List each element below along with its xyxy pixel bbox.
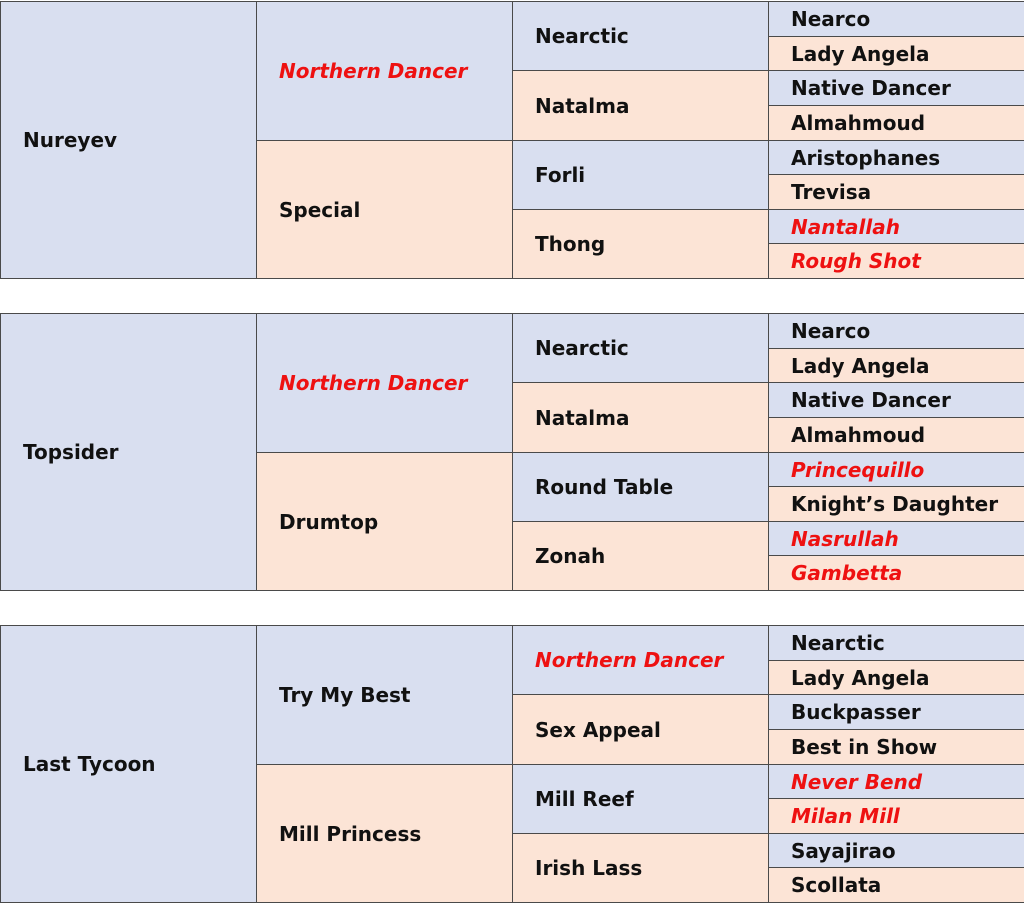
- grandparent-cell-label: Forli: [535, 163, 586, 187]
- grandparent-cell-label: Northern Dancer: [535, 648, 724, 672]
- parent-cell-label: Mill Princess: [279, 821, 422, 846]
- grandparent-cell-label: Mill Reef: [535, 787, 634, 811]
- great-grandparent-cell-label: Lady Angela: [791, 665, 930, 690]
- horse-name: [0, 313, 257, 591]
- great-grandparent-cell: [768, 417, 1024, 453]
- grandparent-cell: [512, 140, 769, 210]
- great-grandparent-cell: [768, 452, 1024, 487]
- great-grandparent-cell-label: Milan Mill: [791, 804, 900, 828]
- grandparent-cell: [512, 70, 769, 141]
- great-grandparent-cell: [768, 555, 1024, 591]
- great-grandparent-cell-label: Trevisa: [791, 180, 872, 204]
- great-grandparent-cell: [768, 486, 1024, 522]
- great-grandparent-cell: [768, 348, 1024, 383]
- great-grandparent-cell: [768, 243, 1024, 279]
- great-grandparent-cell-label: Nasrullah: [791, 526, 899, 551]
- great-grandparent-cell: [768, 1, 1024, 37]
- grandparent-cell: [512, 209, 769, 279]
- great-grandparent-cell: [768, 174, 1024, 210]
- grandparent-cell: [512, 833, 769, 903]
- parent-cell: [256, 313, 513, 453]
- pedigree-table-nureyev: [0, 1, 1024, 278]
- parent-cell: [256, 625, 513, 765]
- grandparent-cell-label: Thong: [535, 232, 606, 256]
- great-grandparent-cell: [768, 867, 1024, 903]
- great-grandparent-cell: [768, 313, 1024, 349]
- grandparent-cell-label: Natalma: [535, 93, 630, 118]
- grandparent-cell-label: Nearctic: [535, 24, 629, 48]
- great-grandparent-cell-label: Rough Shot: [791, 249, 921, 273]
- horse-name: [0, 1, 257, 279]
- grandparent-cell: [512, 1, 769, 71]
- great-grandparent-cell-label: Nantallah: [791, 214, 900, 239]
- parent-cell: [256, 140, 513, 279]
- parent-cell-label: Northern Dancer: [279, 59, 468, 83]
- great-grandparent-cell-label: Buckpasser: [791, 700, 921, 724]
- horse-name-label: Topsider: [23, 440, 119, 464]
- grandparent-cell-label: Round Table: [535, 475, 674, 499]
- grandparent-cell: [512, 313, 769, 383]
- great-grandparent-cell-label: Almahmoud: [791, 111, 926, 135]
- grandparent-cell-label: Natalma: [535, 405, 630, 430]
- grandparent-cell: [512, 764, 769, 834]
- grandparent-cell: [512, 452, 769, 522]
- great-grandparent-cell-label: Lady Angela: [791, 41, 930, 66]
- great-grandparent-cell-label: Gambetta: [791, 561, 903, 585]
- great-grandparent-cell: [768, 694, 1024, 730]
- great-grandparent-cell: [768, 625, 1024, 661]
- great-grandparent-cell: [768, 729, 1024, 765]
- parent-cell-label: Try My Best: [279, 683, 411, 707]
- horse-name-label: Last Tycoon: [23, 752, 156, 776]
- great-grandparent-cell-label: Nearco: [791, 7, 871, 31]
- great-grandparent-cell: [768, 833, 1024, 868]
- horse-name: [0, 625, 257, 903]
- great-grandparent-cell: [768, 798, 1024, 834]
- grandparent-cell-label: Sex Appeal: [535, 717, 661, 742]
- great-grandparent-cell-label: Scollata: [791, 873, 882, 897]
- parent-cell-label: Northern Dancer: [279, 371, 468, 395]
- great-grandparent-cell-label: Knight’s Daughter: [791, 492, 999, 516]
- great-grandparent-cell-label: Native Dancer: [791, 76, 951, 100]
- great-grandparent-cell-label: Aristophanes: [791, 145, 941, 170]
- great-grandparent-cell: [768, 105, 1024, 141]
- pedigree-table-topsider: [0, 313, 1024, 590]
- great-grandparent-cell: [768, 140, 1024, 175]
- great-grandparent-cell-label: Best in Show: [791, 735, 938, 759]
- parent-cell: [256, 452, 513, 591]
- great-grandparent-cell: [768, 209, 1024, 244]
- great-grandparent-cell: [768, 36, 1024, 71]
- great-grandparent-cell-label: Nearco: [791, 319, 871, 343]
- great-grandparent-cell-label: Sayajirao: [791, 838, 896, 863]
- great-grandparent-cell-label: Princequillo: [791, 457, 925, 482]
- great-grandparent-cell: [768, 660, 1024, 695]
- great-grandparent-cell: [768, 764, 1024, 799]
- grandparent-cell: [512, 694, 769, 765]
- great-grandparent-cell: [768, 70, 1024, 106]
- great-grandparent-cell-label: Almahmoud: [791, 423, 926, 447]
- great-grandparent-cell-label: Lady Angela: [791, 353, 930, 378]
- great-grandparent-cell-label: Nearctic: [791, 631, 885, 655]
- parent-cell: [256, 1, 513, 141]
- parent-cell-label: Drumtop: [279, 509, 379, 534]
- grandparent-cell: [512, 382, 769, 453]
- grandparent-cell-label: Nearctic: [535, 336, 629, 360]
- pedigree-table-last-tycoon: [0, 625, 1024, 902]
- parent-cell-label: Special: [279, 197, 361, 222]
- grandparent-cell-label: Irish Lass: [535, 856, 643, 880]
- great-grandparent-cell-label: Never Bend: [791, 769, 923, 794]
- great-grandparent-cell-label: Native Dancer: [791, 388, 951, 412]
- great-grandparent-cell: [768, 521, 1024, 556]
- grandparent-cell-label: Zonah: [535, 544, 606, 568]
- grandparent-cell: [512, 521, 769, 591]
- parent-cell: [256, 764, 513, 903]
- grandparent-cell: [512, 625, 769, 695]
- horse-name-label: Nureyev: [23, 128, 118, 152]
- great-grandparent-cell: [768, 382, 1024, 418]
